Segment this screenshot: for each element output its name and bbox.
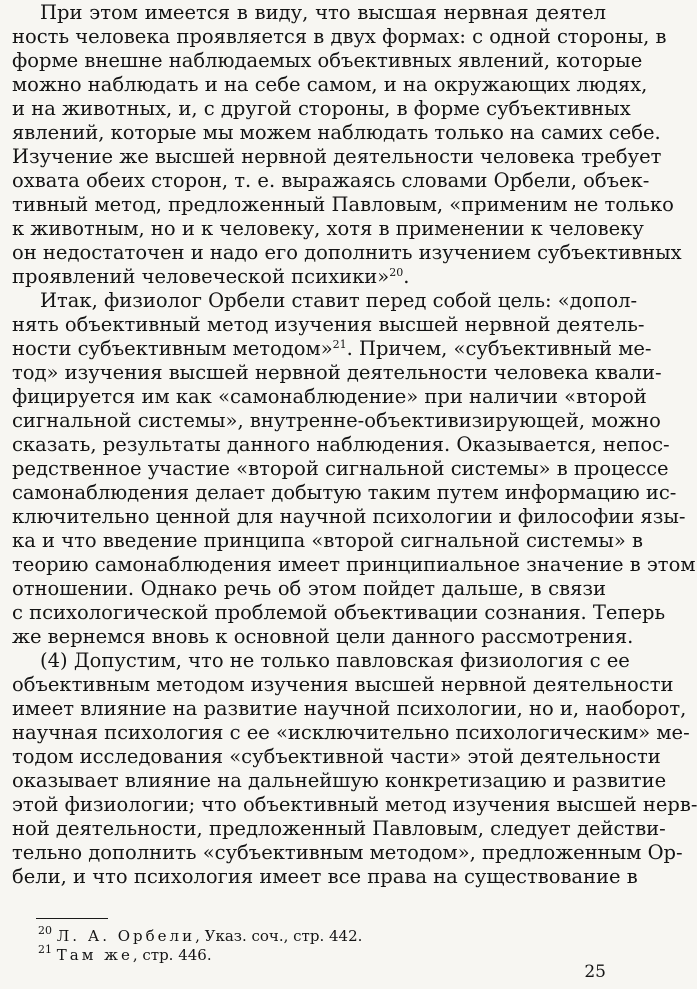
text-line-34: этой физиологии; что объективный метод изучения высшей нерв-	[12, 793, 697, 816]
text-line-21: самонаблюдения делает добытую таким путем информацию ис-	[12, 481, 677, 504]
text-line-33: оказывает влияние на дальнейшую конкретизацию и развитие	[12, 769, 667, 792]
text-line-20: редственное участие «второй сигнальной системы» в процессе	[12, 457, 669, 480]
text-line-2: ность человека проявляется в двух формах: с одной стороны, в	[12, 25, 667, 48]
footnote-author: Л. А. Орбели	[56, 927, 196, 945]
text-line-36: тельно дополнить «субъективным методом», предложенным Ор-	[12, 841, 683, 864]
text-line-6: явлений, которые мы можем наблюдать только на самих себе.	[12, 121, 661, 144]
text-line-24: теорию самонаблюдения имеет принципиальное значение в этом	[12, 553, 696, 576]
text-line-31: научная психология с ее «исключительно психологическим» ме-	[12, 721, 690, 744]
footnote-ref-20: 20	[389, 266, 404, 279]
text-line-9: тивный метод, предложенный Павловым, «применим не только	[12, 193, 674, 216]
footnote-ref-21: 21	[332, 338, 347, 351]
text-line-3: форме внешне наблюдаемых объективных явлений, которые	[12, 49, 643, 72]
text-line-16: тод» изучения высшей нервной деятельности человека квали-	[12, 361, 662, 384]
text-line-5: и на животных, и, с другой стороны, в форме субъективных	[12, 97, 631, 120]
footnote-author: Там же	[56, 946, 133, 964]
text-line-8: охвата обеих сторон, т. е. выражаясь словами Орбели, объек-	[12, 169, 650, 192]
text-line-26: с психологической проблемой объективации сознания. Теперь	[12, 601, 666, 624]
text-line-32: тодом исследования «субъективной части» этой деятельности	[12, 745, 661, 768]
text-line-29: объективным методом изучения высшей нервной деятельности	[12, 673, 674, 696]
footnote-source: , стр. 446.	[132, 946, 212, 964]
text-line-1: При этом имеется в виду, что высшая нервная деятел	[40, 1, 606, 24]
footnote-number: 20	[38, 924, 52, 937]
text-line-18: сигнальной системы», внутренне-объективизирующей, можно	[12, 409, 661, 432]
text-line-17: фицируется им как «самонаблюдение» при наличии «второй	[12, 385, 647, 408]
text-line-22: ключительно ценной для научной психологии и философии язы-	[12, 505, 686, 528]
text-line-14: нять объективный метод изучения высшей нервной деятель-	[12, 313, 645, 336]
text-line-19: сказать, результаты данного наблюдения. Оказывается, непос-	[12, 433, 670, 456]
text-line-13: Итак, физиолог Орбели ставит перед собой цель: «допол-	[40, 289, 638, 312]
footnote-divider	[36, 918, 108, 919]
text-line-28: (4) Допустим, что не только павловская физиология с ее	[40, 649, 630, 672]
text-line-23: ка и что введение принципа «второй сигнальной системы» в	[12, 529, 643, 552]
text-line-25: отношении. Однако речь об этом пойдет дальше, в связи	[12, 577, 606, 600]
text-line-12: проявлений человеческой психики»$^{20}$.	[12, 265, 410, 288]
footnote-20	[38, 926, 578, 946]
text-line-35: ной деятельности, предложенный Павловым, следует действи-	[12, 817, 666, 840]
footnote-number: 21	[38, 943, 52, 956]
footnote-21	[38, 945, 578, 965]
text-line-30: имеет влияние на развитие научной психологии, но и, наоборот,	[12, 697, 687, 720]
text-line-11: он недостаточен и надо его дополнить изучением субъективных	[12, 241, 682, 264]
text-line-15: ности субъективным методом»$^{21}$. Причем, «субъективный ме-	[12, 337, 652, 360]
text-line-4: можно наблюдать и на себе самом, и на окружающих людях,	[12, 73, 648, 96]
page-number: 25	[584, 962, 606, 982]
text-line-27: же вернемся вновь к основной цели данного рассмотрения.	[12, 625, 634, 648]
text-line-10: к животным, но и к человеку, хотя в применении к человеку	[12, 217, 644, 240]
text-line-7: Изучение же высшей нервной деятельности человека требует	[12, 145, 662, 168]
footnote-source: , Указ. соч., стр. 442.	[195, 927, 363, 945]
text-line-37: бели, и что психология имеет все права на существование в	[12, 865, 638, 888]
